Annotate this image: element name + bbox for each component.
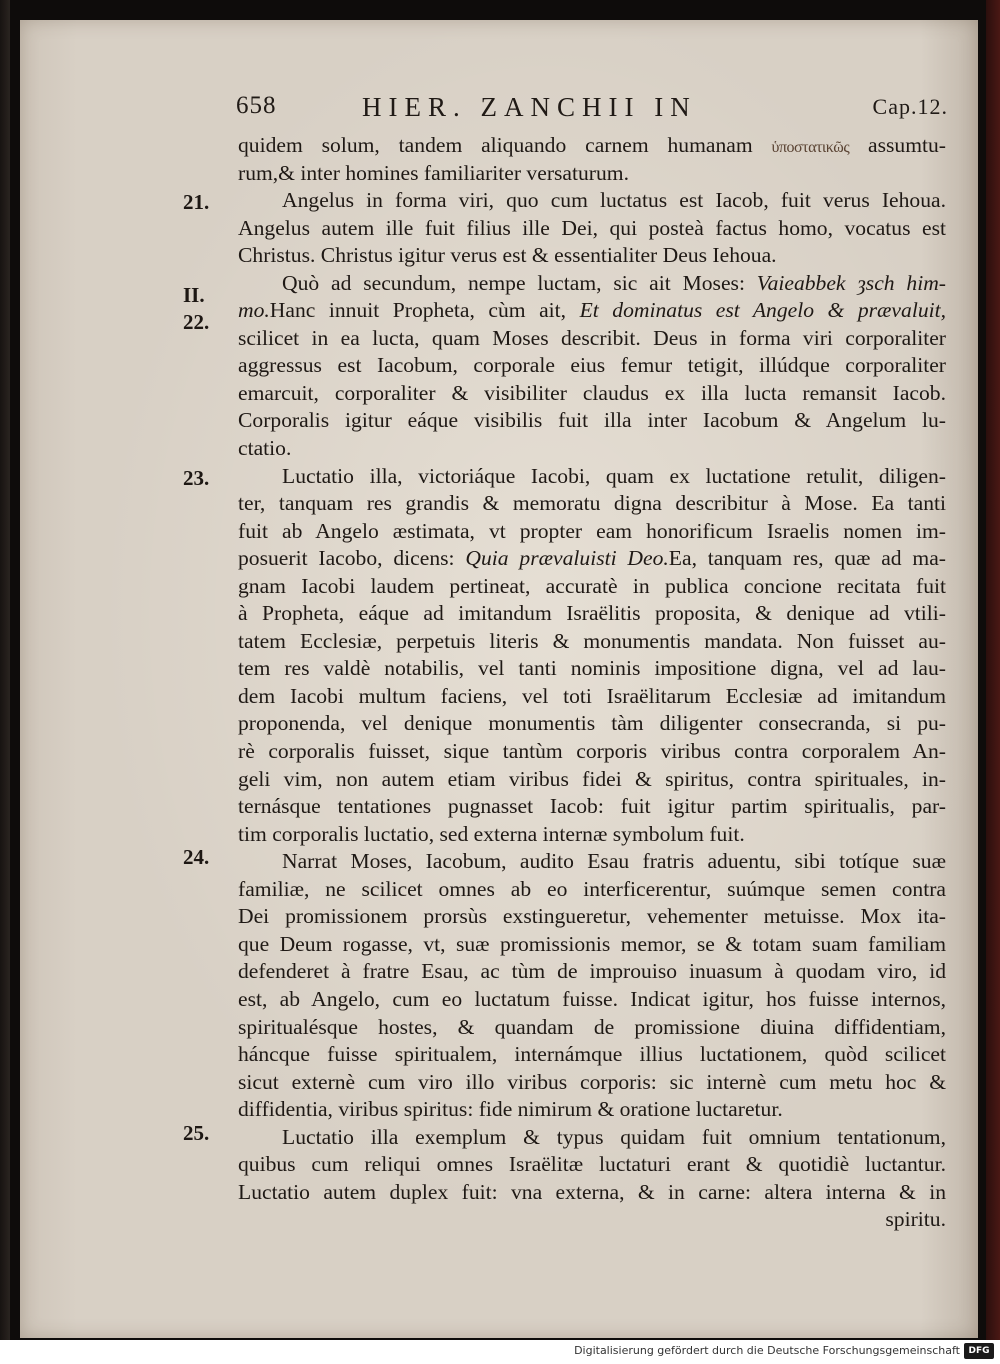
- text-line: Dei promissionem prorsùs exstingueretur, vehementer metuisse. Mox ita-: [238, 904, 946, 929]
- text-line: Narrat Moses, Iacobum, audito Esau fratris aduentu, sibi totíque suæ: [282, 849, 946, 874]
- text-line: tatem Ecclesiæ, perpetuis literis & monumentis mandata. Non fuisset au-: [238, 628, 946, 653]
- text-line: [238, 545, 946, 573]
- text-line: aggressus est Iacobum, corporale eius femur tetigit, illúdque corporaliter: [238, 353, 946, 378]
- text-line: ctatio.: [238, 436, 292, 461]
- text-line: tem res valdè notabilis, vel tanti nominis impositione digna, vel ad lau-: [238, 656, 946, 681]
- text-line: Luctatio illa exemplum & typus quidam fuit omnium tentationum,: [282, 1124, 946, 1149]
- text-line: gnam Iacobi laudem pertineat, accuratè in publica concione recitata fuit: [238, 573, 946, 598]
- text-line: rè corporalis fuisset, sique tantùm corporis viribus contra corporalem An-: [238, 739, 946, 764]
- dfg-logo: DFG: [964, 1343, 994, 1359]
- text-segment: quidem solum, tandem aliquando carnem humanam: [238, 133, 753, 157]
- text-segment: Ea, tanquam res, quæ ad ma-: [668, 546, 946, 571]
- text-line: est, ab Angelo, cum eo luctatum fuisse. Indicat igitur, hos fuisse internos,: [238, 986, 946, 1011]
- book-edge-left: [0, 0, 10, 1340]
- running-head: [236, 92, 948, 128]
- text-line: geli vim, non autem etiam viribus fidei & spiritus, contra spirituales, in-: [238, 766, 946, 791]
- text-line: spiritu.: [885, 1207, 946, 1232]
- chapter-label: Cap.12.: [872, 94, 948, 119]
- text-line: diffidentia, viribus spiritus: fide nimirum & oratione luctaretur.: [238, 1097, 783, 1122]
- text-line: [238, 270, 946, 298]
- text-line: Luctatio illa, victoriáque Iacobi, quam ex luctatione retulit, diligen-: [282, 463, 946, 488]
- margin-number-23: 23.: [183, 466, 210, 490]
- italic-segment: Quia prævaluisti Deo.: [465, 546, 669, 571]
- running-title: HIER. ZANCHII IN: [362, 92, 697, 122]
- text-line: quibus cum reliqui omnes Israëlitæ luctaturi erant & quotidiè luctantur.: [238, 1152, 946, 1177]
- text-line: [238, 297, 946, 325]
- text-line: scilicet in ea lucta, quam Moses describit. Deus in forma viri corporaliter: [238, 325, 946, 350]
- margin-number-25: 25.: [183, 1121, 210, 1145]
- page-number: 658: [236, 92, 277, 119]
- text-line: [238, 132, 946, 160]
- text-line: proponenda, vel denique monumentis tàm diligenter consecranda, si pu-: [238, 711, 946, 736]
- text-line: Angelus autem ille fuit filius ille Dei, qui posteà factus homo, vocatus est: [238, 215, 946, 240]
- text-line: familiæ, ne scilicet omnes ab eo interficerentur, suúmque semen contra: [238, 876, 946, 901]
- text-line: à Propheta, eáque ad imitandum Israëlitis proposita, & denique ad vtili-: [238, 601, 946, 626]
- text-segment: Quò ad secundum, nempe luctam, sic ait Moses:: [282, 270, 745, 295]
- book-edge-right: [986, 0, 1000, 1340]
- text-line: ter, tanquam res grandis & memoratu digna describitur à Mose. Ea tanti: [238, 491, 946, 516]
- italic-segment: Vaieabbek ȝsch him-: [756, 270, 946, 295]
- text-line: ternásque tentationes pugnasset Iacob: fuit igitur partim spiritualis, par-: [238, 794, 946, 819]
- text-line: Christus. Christus igitur verus est & essentialiter Deus Iehoua.: [238, 243, 777, 268]
- text-line: háncque fuisse spiritualem, internámque illius luctationem, quòd scilicet: [238, 1042, 946, 1067]
- text-line: Luctatio autem duplex fuit: vna externa, & in carne: altera interna & in: [238, 1179, 946, 1204]
- text-line: defenderet à fratre Esau, ac tùm de improuiso inuasum à quodam viro, id: [238, 959, 946, 984]
- text-line: emarcuit, corporaliter & visibiliter claudus ex illa lucta remansit Iacob.: [238, 380, 946, 405]
- text-line: que Deum rogasse, vt, suæ promissionis memor, se & totam suam familiam: [238, 931, 946, 956]
- text-segment: assumtu-: [868, 133, 947, 157]
- text-segment: posuerit Iacobo, dicens:: [238, 546, 455, 571]
- italic-segment: Et dominatus est Angelo & prævaluit,: [579, 298, 947, 323]
- text-line: Angelus in forma viri, quo cum luctatus est Iacob, fuit verus Iehoua.: [282, 188, 946, 213]
- text-line: Corporalis igitur eáque visibilis fuit illa inter Iacobum & Angelum lu-: [238, 408, 946, 433]
- text-line: dem Iacobi multum faciens, vel toti Israëlitarum Ecclesiæ ad imitandum: [238, 683, 946, 708]
- text-line: tim corporalis luctatio, sed externa internæ symbolum fuit.: [238, 821, 745, 846]
- text-line: fuit ab Angelo æstimata, vt propter eam honorificum Israelis nomen im-: [238, 518, 946, 543]
- greek-word: ὑποστατικῶς: [771, 139, 850, 156]
- margin-number-11: II.: [183, 283, 205, 307]
- margin-number-21: 21.: [183, 190, 210, 214]
- margin-number-22: 22.: [183, 310, 210, 334]
- text-line: spiritualésque hostes, & quandam de promissione diuina diffidentiam,: [238, 1014, 946, 1039]
- body-text: [238, 132, 946, 1234]
- footer-strip: [0, 1340, 1000, 1364]
- italic-segment: mo.: [238, 298, 270, 323]
- footer-credit: Digitalisierung gefördert durch die Deutsche Forschungsgemeinschaft: [574, 1344, 960, 1357]
- text-line: sicut externè cum viro illo viribus corporis: sic internè cum metu hoc &: [238, 1069, 946, 1094]
- text-line: rum,& inter homines familiariter versaturum.: [238, 160, 629, 185]
- text-segment: Hanc innuit Propheta, cùm ait,: [269, 298, 567, 323]
- margin-number-24: 24.: [183, 845, 210, 869]
